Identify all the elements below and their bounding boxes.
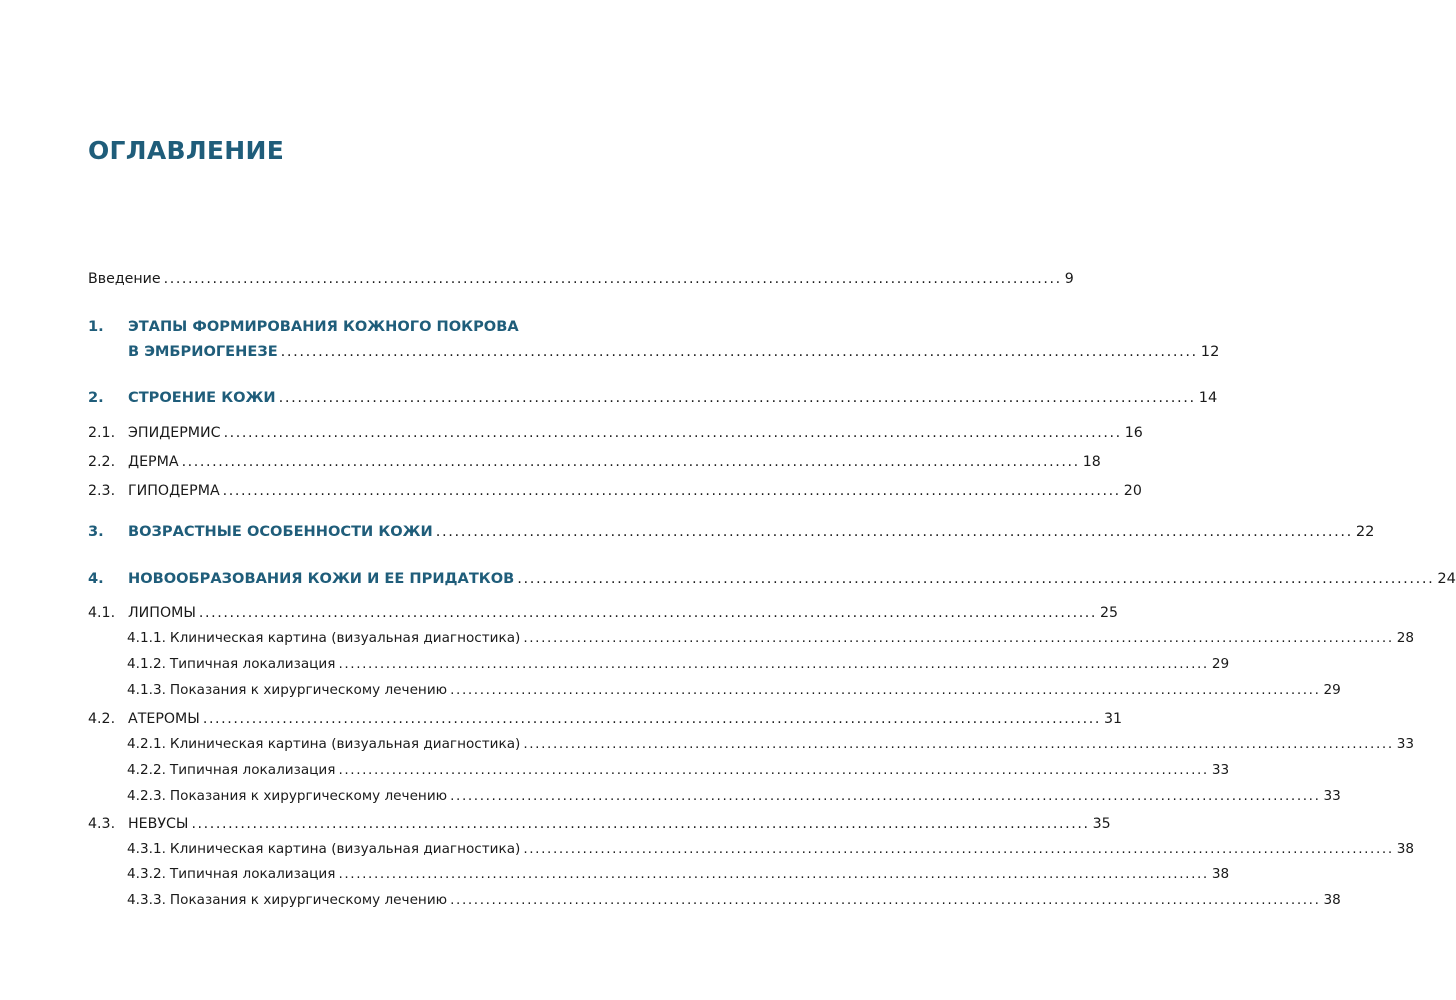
toc-label: Типичная локализация [169, 656, 336, 672]
toc-page-number: 22 [1355, 523, 1375, 540]
toc-section-4-2[interactable] [88, 710, 1123, 728]
toc-number: 4. [88, 570, 104, 587]
dot-leader: ................................................................................................................................................... [435, 523, 1353, 540]
toc-number: 4.3.2. [127, 866, 166, 882]
toc-page-number: 9 [1064, 271, 1074, 287]
toc-number: 4.2.1. [127, 736, 166, 752]
toc-number: 1. [88, 318, 104, 335]
toc-subsection-4-1-2[interactable] [127, 655, 1230, 673]
toc-number: 2.1. [88, 425, 116, 441]
toc-number: 2.3. [88, 483, 116, 499]
toc-subsection-4-3-1[interactable] [127, 840, 1415, 858]
toc-subsection-4-2-2[interactable] [127, 761, 1230, 779]
toc-page-number: 33 [1396, 736, 1415, 752]
toc-number: 4.3.3. [127, 892, 166, 908]
toc-number: 4.1.1. [127, 630, 166, 646]
toc-label: ЭПИДЕРМИС [128, 425, 221, 441]
toc-label: Показания к хирургическому лечению [169, 682, 448, 698]
toc-chapter-1-line1[interactable] [88, 318, 593, 336]
toc-chapter-3[interactable] [88, 523, 1375, 541]
toc-number: 4.1.2. [127, 656, 166, 672]
dot-leader: ................................................................................................................................................... [517, 570, 1435, 587]
dot-leader: ................................................................................................................................................... [338, 866, 1209, 882]
toc-page-number: 38 [1211, 866, 1230, 882]
toc-page-number: 24 [1437, 570, 1456, 587]
toc-page-number: 20 [1123, 483, 1142, 499]
toc-number: 4.3. [88, 816, 116, 832]
toc-label: СТРОЕНИЕ КОЖИ [128, 389, 276, 406]
dot-leader: ................................................................................................................................................... [280, 343, 1198, 360]
toc-section-4-3[interactable] [88, 815, 1111, 833]
toc-page-number: 38 [1396, 841, 1415, 857]
toc-section-4-1[interactable] [88, 604, 1119, 622]
toc-label: Введение [88, 271, 161, 287]
toc-subsection-4-2-3[interactable] [127, 787, 1341, 805]
toc-chapter-4[interactable] [88, 570, 1456, 588]
toc-page-number: 35 [1092, 816, 1111, 832]
toc-page-number: 28 [1396, 630, 1415, 646]
dot-leader: ................................................................................................................................................... [338, 762, 1209, 778]
toc-section-2-3[interactable] [88, 482, 1142, 500]
dot-leader: ................................................................................................................................................... [223, 425, 1122, 441]
toc-number: 4.3.1. [127, 841, 166, 857]
toc-label: В ЭМБРИОГЕНЕЗЕ [128, 343, 278, 360]
dot-leader: ................................................................................................................................................... [450, 892, 1321, 908]
toc-subsection-4-2-1[interactable] [127, 735, 1415, 753]
toc-page-number: 29 [1323, 682, 1341, 698]
toc-page-number: 12 [1200, 343, 1220, 360]
toc-label: Клиническая картина (визуальная диагностика) [169, 841, 521, 857]
toc-label: Клиническая картина (визуальная диагностика) [169, 736, 521, 752]
toc-number: 2.2. [88, 454, 116, 470]
toc-page-number: 29 [1211, 656, 1230, 672]
toc-label: ЛИПОМЫ [128, 605, 196, 621]
dot-leader: ................................................................................................................................................... [523, 841, 1394, 857]
toc-page-number: 18 [1082, 454, 1101, 470]
toc-section-2-1[interactable] [88, 424, 1143, 442]
toc-chapter-2[interactable] [88, 389, 1218, 407]
toc-label: Клиническая картина (визуальная диагностика) [169, 630, 521, 646]
dot-leader: ................................................................................................................................................... [163, 271, 1062, 287]
toc-label: Типичная локализация [169, 762, 336, 778]
toc-label: Типичная локализация [169, 866, 336, 882]
toc-label: ЭТАПЫ ФОРМИРОВАНИЯ КОЖНОГО ПОКРОВА [128, 318, 519, 335]
toc-number: 3. [88, 523, 104, 540]
toc-subsection-4-1-3[interactable] [127, 681, 1341, 699]
dot-leader: ................................................................................................................................................... [338, 656, 1209, 672]
toc-label: ДЕРМА [128, 454, 179, 470]
dot-leader: ................................................................................................................................................... [191, 816, 1090, 832]
dot-leader: ................................................................................................................................................... [222, 483, 1121, 499]
dot-leader: ................................................................................................................................................... [450, 788, 1321, 804]
toc-chapter-1-line2[interactable] [88, 343, 1220, 361]
toc-entry-intro[interactable] [88, 270, 1074, 288]
toc-label: Показания к хирургическому лечению [169, 788, 448, 804]
dot-leader: ................................................................................................................................................... [450, 682, 1321, 698]
dot-leader: ................................................................................................................................................... [523, 736, 1394, 752]
toc-label: ВОЗРАСТНЫЕ ОСОБЕННОСТИ КОЖИ [128, 523, 433, 540]
toc-subsection-4-3-2[interactable] [127, 865, 1230, 883]
toc-page-number: 25 [1100, 605, 1119, 621]
toc-label: АТЕРОМЫ [128, 711, 200, 727]
toc-subsection-4-3-3[interactable] [127, 891, 1341, 909]
dot-leader: ................................................................................................................................................... [523, 630, 1394, 646]
toc-page-number: 14 [1198, 389, 1218, 406]
toc-number: 2. [88, 389, 104, 406]
toc-number: 4.1.3. [127, 682, 166, 698]
toc-subsection-4-1-1[interactable] [127, 629, 1415, 647]
toc-page-number: 31 [1103, 711, 1123, 727]
toc-label: ГИПОДЕРМА [128, 483, 220, 499]
toc-page-number: 33 [1323, 788, 1341, 804]
toc-page-number: 33 [1211, 762, 1230, 778]
dot-leader: ................................................................................................................................................... [202, 711, 1101, 727]
toc-label: Показания к хирургическому лечению [169, 892, 448, 908]
toc-page-number: 38 [1323, 892, 1341, 908]
toc-section-2-2[interactable] [88, 453, 1101, 471]
toc-label: НОВООБРАЗОВАНИЯ КОЖИ И ЕЕ ПРИДАТКОВ [128, 570, 515, 587]
page-title: ОГЛАВЛЕНИЕ [88, 136, 285, 165]
toc-number: 4.2.3. [127, 788, 166, 804]
toc-number: 4.1. [88, 605, 116, 621]
dot-leader: ................................................................................................................................................... [278, 389, 1196, 406]
toc-label: НЕВУСЫ [128, 816, 189, 832]
toc-page-number: 16 [1124, 425, 1143, 441]
dot-leader: ................................................................................................................................................... [181, 454, 1080, 470]
dot-leader: ................................................................................................................................................... [198, 605, 1098, 621]
toc-number: 4.2.2. [127, 762, 166, 778]
toc-number: 4.2. [88, 711, 116, 727]
